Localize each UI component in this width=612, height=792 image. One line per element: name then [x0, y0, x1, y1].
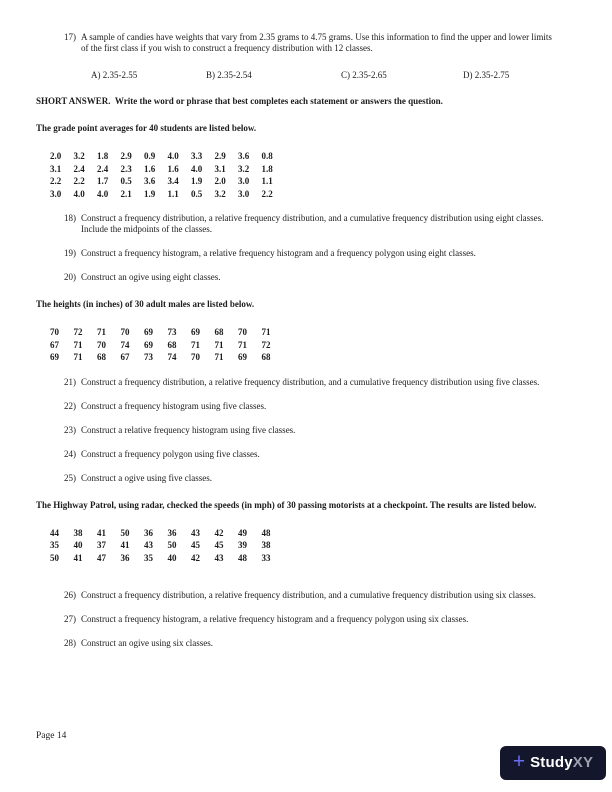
data-cell: 1.8: [97, 151, 109, 161]
question-22-number: 22): [64, 400, 76, 411]
question-20-text: Construct an ogive using eight classes.: [81, 272, 221, 282]
data-cell: 45: [191, 540, 200, 550]
data-cell: 69: [144, 339, 153, 350]
data-cell: 36: [167, 527, 177, 538]
data-cell: 3.0: [50, 188, 62, 199]
data-cell: 2.4: [97, 163, 109, 174]
question-23: [64, 425, 572, 436]
question-19-text: Construct a frequency histogram, a relative frequency histogram and a frequency polygon using eight classes.: [81, 248, 476, 258]
plus-icon: +: [512, 750, 526, 773]
section-intro-gpa: The grade point averages for 40 students are listed below.: [36, 123, 257, 133]
data-cell: 43: [144, 540, 153, 550]
question-21-text: Construct a frequency distribution, a relative frequency distribution, and a cumulative frequency distribution using five classes.: [81, 376, 540, 387]
question-20-number: 20): [64, 272, 76, 282]
data-cell: 2.1: [120, 188, 132, 199]
brand-badge: [500, 746, 606, 780]
data-cell: 42: [191, 552, 200, 563]
data-row: [50, 326, 572, 339]
data-cell: 50: [167, 540, 177, 550]
data-cell: 2.9: [120, 151, 132, 161]
data-cell: 38: [73, 527, 83, 538]
question-17-number: 17): [64, 32, 76, 42]
answer-choices: [91, 70, 572, 81]
question-23-text: Construct a relative frequency histogram using five classes.: [81, 424, 296, 435]
data-cell: 44: [50, 527, 59, 538]
data-cell: 71: [97, 327, 106, 337]
data-cell: 36: [120, 552, 130, 563]
data-cell: 68: [261, 352, 271, 362]
data-cell: 71: [214, 339, 224, 350]
data-cell: 3.2: [238, 163, 250, 174]
data-cell: 72: [73, 327, 83, 337]
data-cell: 2.4: [73, 163, 85, 174]
data-cell: 70: [120, 327, 130, 337]
data-cell: 1.6: [167, 163, 179, 174]
data-cell: 71: [214, 352, 224, 362]
data-cell: 3.2: [73, 151, 85, 161]
data-row: [50, 552, 572, 565]
data-cell: 1.9: [144, 188, 156, 199]
question-20: [64, 272, 572, 283]
question-17-text: A sample of candies have weights that vary from 2.35 grams to 4.75 grams. Use this information to find the upper and lower limits of the first class if you wish to construct a frequency distribution with 12 classes.: [81, 32, 552, 53]
question-25-number: 25): [64, 472, 76, 483]
data-cell: 1.1: [167, 188, 179, 199]
data-cell: 3.2: [214, 188, 226, 199]
data-cell: 40: [73, 540, 83, 550]
section-intro-heights: The heights (in inches) of 30 adult males are listed below.: [36, 299, 255, 309]
data-cell: 3.3: [191, 151, 203, 161]
gpa-data-table: [50, 150, 572, 200]
data-cell: 73: [144, 352, 153, 362]
data-cell: 4.0: [191, 163, 203, 174]
data-cell: 70: [50, 327, 59, 337]
data-cell: 0.5: [191, 188, 203, 199]
data-cell: 48: [261, 527, 271, 538]
data-cell: 38: [261, 540, 271, 550]
data-cell: 47: [97, 552, 106, 563]
question-21-number: 21): [64, 376, 76, 387]
data-cell: 68: [214, 327, 224, 337]
question-27-text: Construct a frequency histogram, a relative frequency histogram and a frequency polygon using six classes.: [81, 614, 469, 624]
data-row: [50, 339, 572, 352]
data-cell: 68: [97, 352, 106, 362]
data-cell: 1.7: [97, 176, 109, 186]
answer-choice-a: A) 2.35-2.55: [91, 70, 138, 80]
data-cell: 42: [214, 527, 224, 538]
data-cell: 2.2: [261, 188, 273, 199]
data-cell: 3.1: [214, 163, 226, 174]
data-cell: 50: [120, 527, 130, 538]
brand-name-secondary: XY: [572, 754, 594, 771]
data-cell: 3.0: [238, 188, 250, 199]
data-cell: 69: [144, 327, 153, 337]
data-cell: 4.0: [167, 151, 179, 161]
data-cell: 50: [50, 552, 59, 563]
data-cell: 1.9: [191, 176, 203, 186]
data-cell: 2.9: [214, 151, 226, 161]
data-cell: 41: [97, 527, 106, 538]
data-cell: 68: [167, 339, 177, 350]
question-18: [64, 213, 572, 235]
data-cell: 71: [191, 339, 200, 350]
data-cell: 45: [214, 540, 224, 550]
data-cell: 0.5: [120, 176, 132, 186]
question-25: [64, 473, 572, 484]
page-number: Page 14: [36, 731, 67, 741]
data-cell: 35: [50, 540, 59, 550]
data-cell: 1.6: [144, 163, 156, 174]
data-cell: 71: [238, 339, 247, 350]
data-cell: 48: [238, 552, 247, 563]
question-19: [64, 248, 572, 259]
heights-data-table: [50, 326, 572, 364]
data-cell: 71: [73, 339, 83, 350]
data-cell: 71: [261, 327, 271, 337]
speeds-data-table: [50, 527, 572, 565]
question-18-text: Construct a frequency distribution, a relative frequency distribution, and a cumulative frequency distribution using eight classes. Include the midpoints of the classes.: [81, 213, 544, 234]
data-cell: 3.6: [238, 151, 250, 161]
data-cell: 71: [73, 352, 83, 362]
data-cell: 41: [120, 540, 130, 550]
data-cell: 2.3: [120, 163, 132, 174]
data-cell: 36: [144, 527, 153, 538]
data-cell: 0.8: [261, 151, 273, 161]
question-28-number: 28): [64, 638, 76, 648]
short-answer-heading: SHORT ANSWER. Write the word or phrase that best completes each statement or answers the question.: [36, 96, 443, 106]
data-cell: 35: [144, 552, 153, 563]
data-cell: 3.0: [238, 176, 250, 186]
question-24-number: 24): [64, 448, 76, 459]
question-26-number: 26): [64, 590, 76, 600]
data-cell: 40: [167, 552, 177, 563]
data-cell: 70: [191, 352, 200, 362]
question-26: [64, 590, 572, 601]
data-cell: 69: [50, 352, 59, 362]
data-cell: 69: [191, 327, 200, 337]
data-cell: 70: [238, 327, 247, 337]
question-27-number: 27): [64, 614, 76, 624]
data-row: [50, 175, 572, 188]
brand-name: [530, 754, 593, 772]
data-cell: 2.0: [214, 176, 226, 186]
question-22-text: Construct a frequency histogram using five classes.: [81, 400, 267, 411]
data-cell: 43: [191, 527, 200, 538]
data-cell: 0.9: [144, 151, 156, 161]
data-row: [50, 163, 572, 176]
question-28-text: Construct an ogive using six classes.: [81, 638, 213, 648]
data-cell: 2.0: [50, 151, 62, 161]
data-cell: 33: [261, 552, 271, 563]
data-cell: 72: [261, 339, 271, 350]
data-cell: 39: [238, 540, 247, 550]
question-24-text: Construct a frequency polygon using five classes.: [81, 448, 260, 459]
question-21: [64, 377, 572, 388]
data-cell: 2.2: [73, 176, 85, 186]
data-cell: 4.0: [73, 188, 85, 199]
data-cell: 2.2: [50, 176, 62, 186]
data-cell: 4.0: [97, 188, 109, 199]
data-cell: 3.1: [50, 163, 62, 174]
question-19-number: 19): [64, 248, 76, 258]
data-cell: 74: [167, 352, 177, 362]
question-22: [64, 401, 572, 412]
data-cell: 67: [120, 352, 130, 362]
data-row: [50, 188, 572, 201]
data-cell: 67: [50, 339, 59, 350]
data-row: [50, 539, 572, 552]
data-row: [50, 527, 572, 540]
question-18-number: 18): [64, 213, 76, 223]
question-27: [64, 614, 572, 625]
question-25-text: Construct a ogive using five classes.: [81, 472, 212, 483]
data-cell: 43: [214, 552, 224, 563]
data-cell: 37: [97, 540, 106, 550]
data-cell: 69: [238, 352, 247, 362]
brand-name-primary: Study: [530, 754, 573, 771]
data-cell: 73: [167, 327, 177, 337]
answer-choice-c: C) 2.35-2.65: [341, 70, 387, 80]
question-28: [64, 638, 572, 649]
question-24: [64, 449, 572, 460]
data-row: [50, 351, 572, 364]
section-intro-speeds: The Highway Patrol, using radar, checked the speeds (in mph) of 30 passing motorists at a checkpoint. The results are listed below.: [36, 499, 537, 510]
answer-choice-d: D) 2.35-2.75: [463, 70, 510, 80]
data-cell: 1.8: [261, 163, 273, 174]
answer-choice-b: B) 2.35-2.54: [206, 70, 252, 80]
data-cell: 74: [120, 339, 130, 350]
data-cell: 3.6: [144, 176, 156, 186]
data-row: [50, 150, 572, 163]
question-17: [64, 32, 572, 54]
question-23-number: 23): [64, 424, 76, 435]
data-cell: 70: [97, 339, 106, 350]
question-26-text: Construct a frequency distribution, a relative frequency distribution, and a cumulative frequency distribution using six classes.: [81, 590, 536, 600]
data-cell: 3.4: [167, 176, 179, 186]
data-cell: 49: [238, 527, 247, 538]
data-cell: 1.1: [261, 176, 273, 186]
data-cell: 41: [73, 552, 83, 563]
